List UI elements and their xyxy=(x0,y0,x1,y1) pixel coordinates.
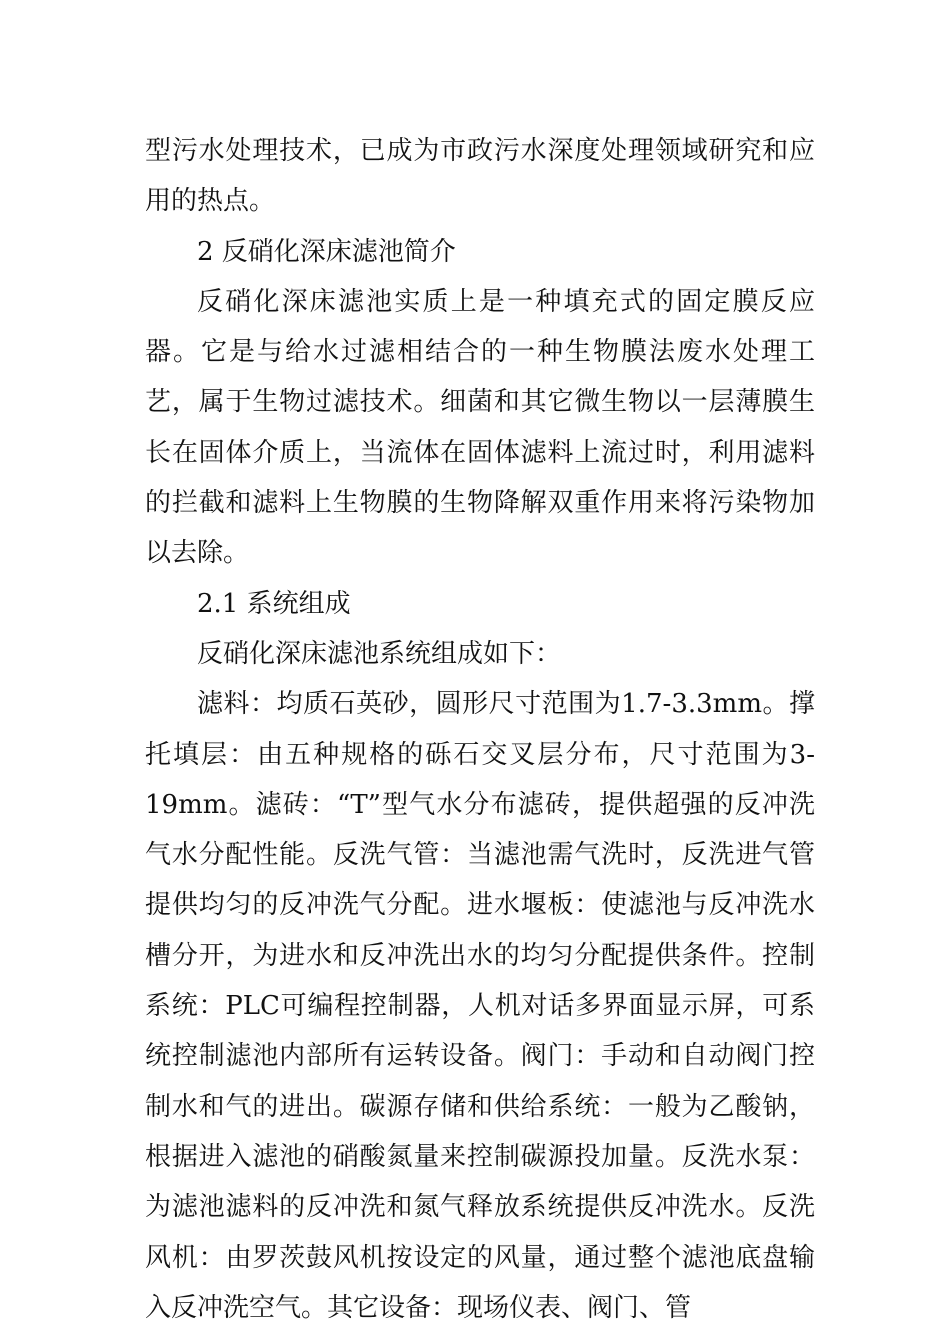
document-body xyxy=(145,126,815,1333)
section-heading-2-1: 2.1 系统组成 xyxy=(197,588,351,619)
paragraph-filter-description: 反硝化深床滤池实质上是一种填充式的固定膜反应器。它是与给水过滤相结合的一种生物膜法废水处理工艺，属于生物过滤技术。细菌和其它微生物以一层薄膜生长在固体介质上，当流体在固体滤料上流过时，利用滤料的拦截和滤料上生物膜的生物降解双重作用来将污染物加以去除。 xyxy=(145,286,815,569)
paragraph-intro-continuation: 型污水处理技术，已成为市政污水深度处理领域研究和应用的热点。 xyxy=(145,136,815,217)
paragraph-system-components: 滤料：均质石英砂，圆形尺寸范围为1.7-3.3mm。撑托填层：由五种规格的砾石交叉层分布，尺寸范围为3-19mm。滤砖：“T”型气水分布滤砖，提供超强的反冲洗气水分配性能。反洗气管：当滤池需气洗时，反洗进气管提供均匀的反冲洗气分配。进水堰板：使滤池与反冲洗水槽分开，为进水和反冲洗出水的均匀分配提供条件。控制系统：PLC可编程控制器，人机对话多界面显示屏，可系统控制滤池内部所有运转设备。阀门：手动和自动阀门控制水和气的进出。碳源存储和供给系统：一般为乙酸钠，根据进入滤池的硝酸氮量来控制碳源投加量。反洗水泵：为滤池滤料的反冲洗和氮气释放系统提供反冲洗水。反洗风机：由罗茨鼓风机按设定的风量，通过整个滤池底盘输入反冲洗空气。其它设备：现场仪表、阀门、管 xyxy=(145,689,815,1323)
section-heading-2: 2 反硝化深床滤池简介 xyxy=(197,236,456,267)
paragraph-system-intro: 反硝化深床滤池系统组成如下： xyxy=(197,638,562,669)
